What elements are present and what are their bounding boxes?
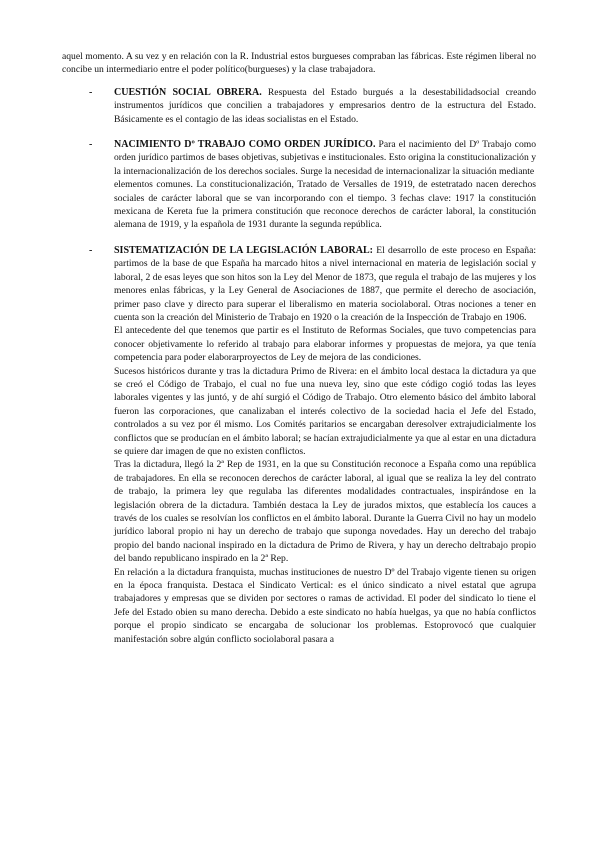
- paragraph-text: Para el nacimiento del Dº Trabajo como orden jurídico partimos de bases objetivas, subjetivas e institucionales. Esto origina la constitucionalización y la internacionalización de los derechos sociales. Surge la necesidad de internacionalizar la situación mediante: [114, 139, 536, 177]
- bullet-dash: -: [89, 139, 93, 151]
- paragraph-text: elementos comunes. La constitucionalización, Tratado de Versalles de 1919, de estetratado nacen derechos sociales de carácter laboral que se van incorporando con el tiempo. 3 fechas clave: 1917 la constitución mexicana de Kereta fue la primera constitución que reconoce derechos de carácter laboral, la constitución alemana de 1919, y la española de 1931 durante la segunda república.: [114, 179, 536, 231]
- section-body: [89, 86, 536, 126]
- section-heading: CUESTIÓN SOCIAL OBRERA.: [114, 86, 262, 98]
- section-body: [89, 138, 536, 232]
- paragraph-text: Sucesos históricos durante y tras la dictadura Primo de Rivera: en el ámbito local destaca la dictadura ya que se creó el Código de Trabajo, el cual no fue una nueva ley, sino que este código cogió todas las leyes laborales vigentes y las juntó, y de ahí surgió el Código de Trabajo. Otro elemento básico del ámbito laboral fueron las corporaciones, que canalizaban el interés colectivo de la sociedad hacia el Jefe del Estado, controlados a su vez por él mismo. Los Comités paritarios se encargaban deresolver extrajudicialmente los conflictos que se producían en el ámbito laboral; se hacían extrajudicialmente ya que al estar en una dictadura se quiere dar imagen de que no existen conflictos.: [114, 365, 536, 457]
- section-paragraph: [114, 244, 536, 324]
- section-heading: NACIMIENTO Dº TRABAJO COMO ORDEN JURÍDICO.: [114, 139, 376, 151]
- section-paragraph: [114, 86, 536, 126]
- document-page: [62, 50, 536, 646]
- bullet-dash: -: [89, 244, 93, 256]
- section-body: [89, 244, 536, 646]
- paragraph-text: El antecedente del que tenemos que partir es el Instituto de Reformas Sociales, que tuvo competencias para conocer objetivamente lo referido al trabajo para elaborar informes y propuestas de mejora, ya que tenía competencia para poder elaborarproyectos de Ley de mejora de las condiciones.: [114, 325, 536, 364]
- section-paragraph: [114, 138, 536, 178]
- paragraph-text: El desarrollo de este proceso en España: partimos de la base de que España ha marcado hitos a nivel internacional en materia de legislación social y laboral, 2 de esas leyes que son hitos son la Ley del Menor de 1873, que regula el trabajo de las mujeres y los menores enlas fábricas, y la Ley General de Asociaciones de 1887, que permite el derecho de asociación, primer paso clave y directo para superar el liberalismo en materia sociolaboral. Otras nociones a tener en cuenta son la creación del Ministerio de Trabajo en 1920 o la creación de la Inspección de Trabajo en 1906.: [114, 244, 537, 323]
- section-cuestion-social-obrera: [62, 86, 536, 126]
- bullet-dash: -: [89, 86, 93, 98]
- section-nacimiento-trabajo: [62, 138, 536, 232]
- intro-paragraph: aquel momento. A su vez y en relación con la R. Industrial estos burgueses compraban las fábricas. Este régimen liberal no concibe un intermediario entre el poder político(burgueses) y la clase trabajadora.: [62, 51, 536, 76]
- paragraph-text: Respuesta del Estado burgués a la desestabilidadsocial creando instrumentos jurídicos que concilien a trabajadores y empresarios dentro de la estructura del Estado. Básicamente es el contagio de las ideas socialistas en el Estado.: [114, 86, 537, 125]
- paragraph-text: Tras la dictadura, llegó la 2ª Rep de 1931, en la que su Constitución reconoce a España como una república de trabajadores. En ella se reconocen derechos de carácter laboral, al igual que se realiza la ley del contrato de trabajo, la primera ley que regulaba las diferentes modalidades contractuales, inspirándose en la legislación obrera de la dictadura. También destaca la Ley de jurados mixtos, que establecía los cauces a través de los cuales se resolvían los conflictos en el ámbito laboral. Durante la Guerra Civil no hay un modelo jurídico laboral propio ni hay un derecho de trabajo que suponga novedades. Hay un derecho del trabajo propio del bando nacional inspirado en la dictadura de Primo de Rivera, y hay un derecho deltrabajo propio del bando republicano inspirado en la 2ª Rep.: [114, 459, 537, 565]
- section-sistematizacion-legislacion: [62, 244, 536, 646]
- section-heading: SISTEMATIZACIÓN DE LA LEGISLACIÓN LABORAL:: [114, 244, 373, 256]
- paragraph-text: En relación a la dictadura franquista, muchas instituciones de nuestro Dº del Trabajo vigente tienen su origen en la época franquista. Destaca el Sindicato Vertical: es el único sindicato a nivel estatal que agrupa trabajadores y empresas que se dividen por sectores o ramas de actividad. El poder del sindicato lo tiene el Jefe del Estado obien su mano derecha. Debido a este sindicato no había huelgas, ya que no había conflictos porque el propio sindicato se encargaba de solucionar los problemas. Estoprovocó que cualquier manifestación sobre algún conflicto sociolaboral pasara a: [114, 566, 536, 645]
